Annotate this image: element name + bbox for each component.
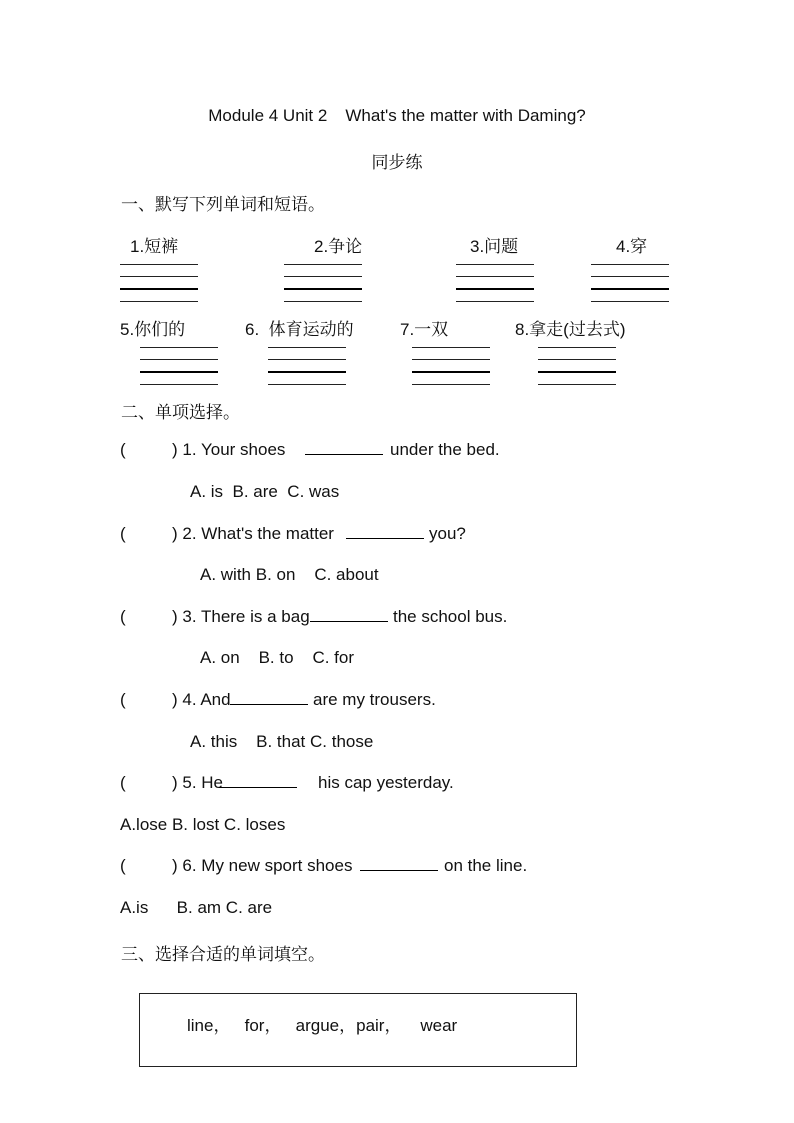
question-4: [120, 690, 231, 710]
question-3-options: A. on B. to C. for: [200, 648, 355, 667]
word-bank-words: line， for， argue，pair， wear: [187, 1016, 458, 1035]
module-label: Module 4 Unit 2: [208, 106, 328, 125]
answer-paren[interactable]: (: [120, 440, 126, 459]
question-3-tail: the school bus.: [393, 607, 508, 626]
question-1: [120, 440, 285, 460]
section-3-heading: 三、选择合适的单词填空。: [121, 945, 325, 964]
question-4-options: A. this B. that C. those: [190, 732, 374, 751]
question-2: [120, 524, 334, 544]
question-stem: ) 3. There is a bag: [172, 607, 310, 626]
question-6-blank[interactable]: [360, 856, 438, 876]
vocab-item-2: 2.争论: [314, 237, 363, 256]
question-1-options: A. is B. are C. was: [190, 482, 340, 501]
answer-paren[interactable]: (: [120, 607, 126, 626]
vocab-item-5: 5.你们的: [120, 320, 186, 339]
answer-paren[interactable]: (: [120, 773, 126, 792]
question-4-blank[interactable]: [230, 690, 308, 710]
question-5-tail: his cap yesterday.: [318, 773, 454, 792]
question-6: [120, 856, 352, 876]
question-2-blank[interactable]: [346, 524, 424, 544]
question-4-tail: are my trousers.: [313, 690, 436, 709]
question-1-blank[interactable]: [305, 440, 383, 460]
question-5: [120, 773, 223, 793]
question-stem: ) 2. What's the matter: [172, 524, 334, 543]
question-5-options: A.lose B. lost C. loses: [120, 815, 286, 834]
vocab-item-4: 4.穿: [616, 237, 648, 256]
question-stem: ) 6. My new sport shoes: [172, 856, 353, 875]
lesson-title: What's the matter with Daming?: [345, 106, 586, 125]
question-stem: ) 5. He: [172, 773, 224, 792]
answer-paren[interactable]: (: [120, 856, 126, 875]
question-5-blank[interactable]: [219, 773, 297, 793]
answer-paren[interactable]: (: [120, 690, 126, 709]
question-6-options: A.is B. am C. are: [120, 898, 273, 917]
question-2-tail: you?: [429, 524, 466, 543]
page-title: [0, 106, 794, 126]
question-1-tail: under the bed.: [390, 440, 500, 459]
word-bank-box: [139, 993, 577, 1067]
page-subtitle: 同步练: [371, 153, 423, 172]
question-6-tail: on the line.: [444, 856, 528, 875]
answer-paren[interactable]: (: [120, 524, 126, 543]
section-2-heading: 二、单项选择。: [121, 403, 240, 422]
question-2-options: A. with B. on C. about: [200, 565, 379, 584]
vocab-item-6: 6. 体育运动的: [245, 320, 354, 339]
question-stem: ) 4. And: [172, 690, 231, 709]
question-stem: ) 1. Your shoes: [172, 440, 286, 459]
vocab-item-3: 3.问题: [470, 237, 519, 256]
vocab-item-7: 7.一双: [400, 320, 449, 339]
vocab-item-1: 1.短裤: [130, 237, 179, 256]
question-3-blank[interactable]: [310, 607, 388, 627]
section-1-heading: 一、默写下列单词和短语。: [121, 195, 325, 214]
vocab-item-8: 8.拿走(过去式): [515, 320, 626, 339]
question-3: [120, 607, 310, 627]
